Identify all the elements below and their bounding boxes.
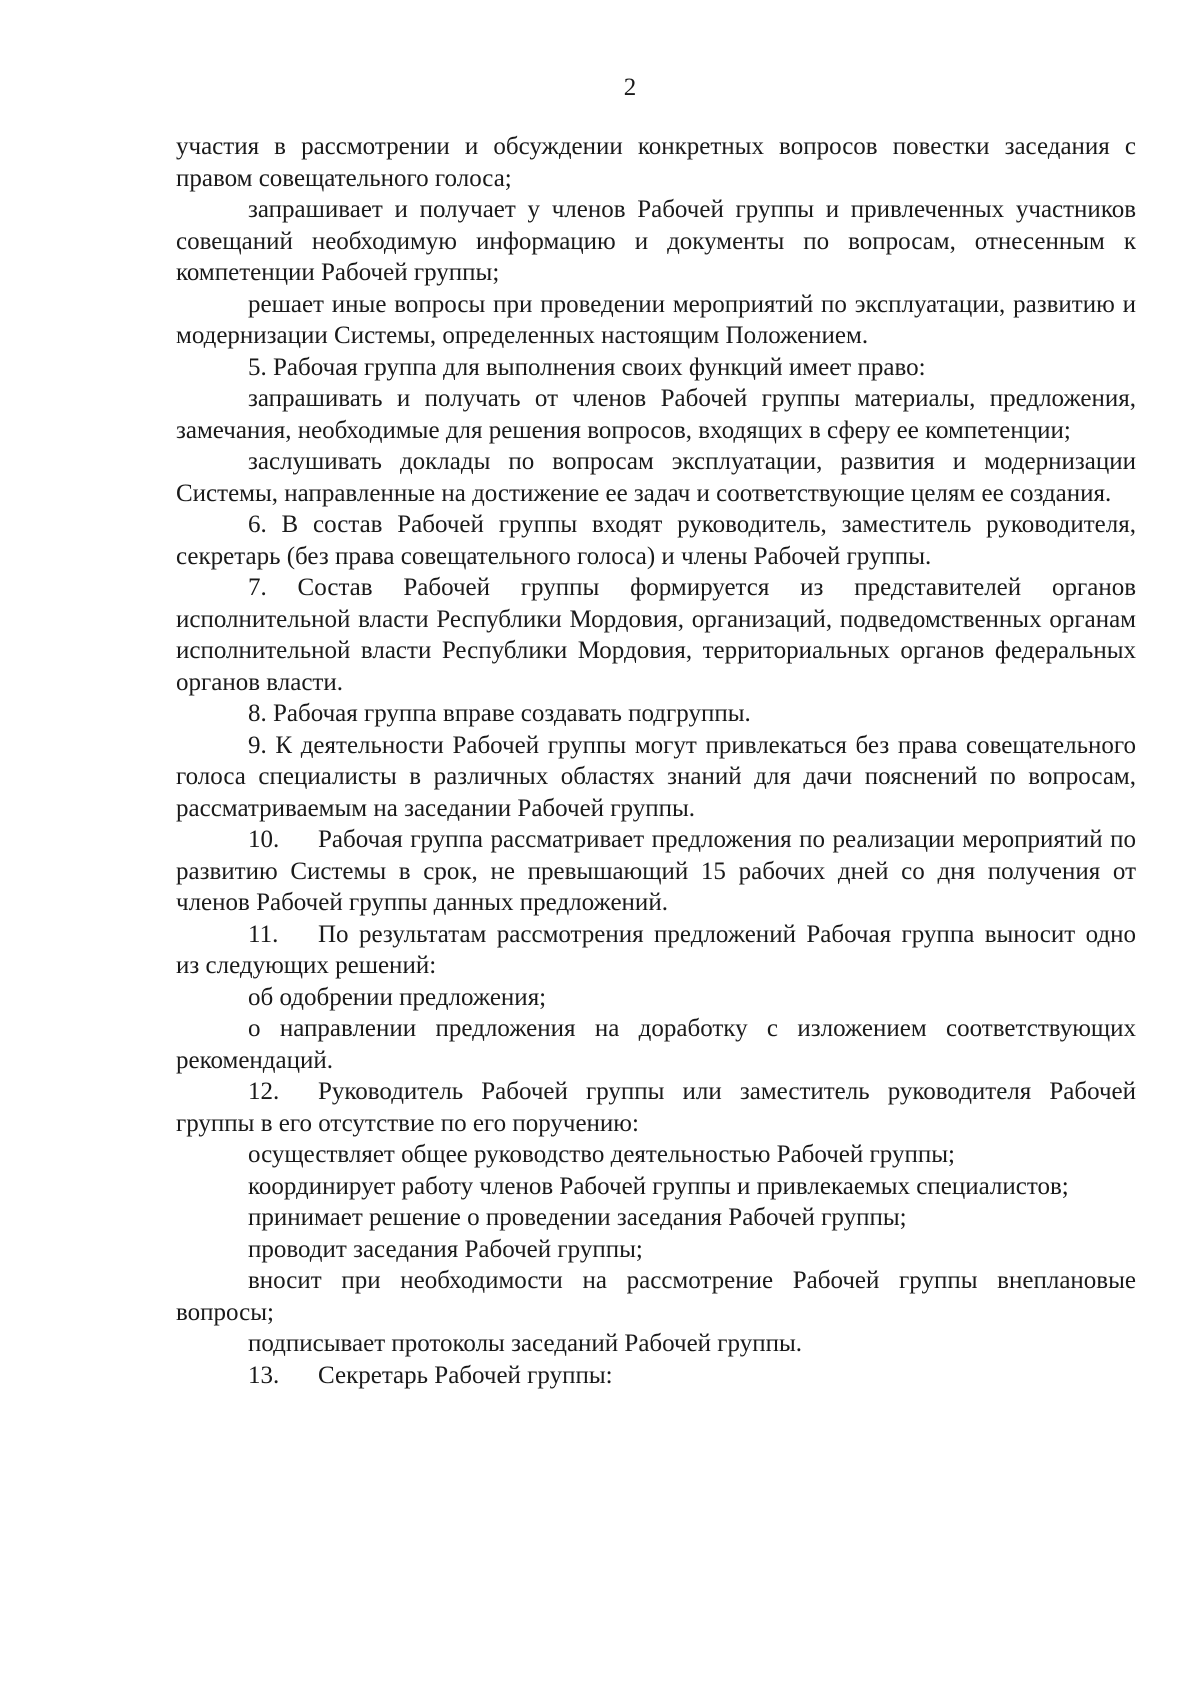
- paragraph-request-materials: запрашивать и получать от членов Рабочей группы материалы, предложения, замечания, необходимые для решения вопросов, входящих в сферу ее компетенции;: [176, 385, 1136, 444]
- paragraph-other-issues: решает иные вопросы при проведении мероприятий по эксплуатации, развитию и модернизации Системы, определенных настоящим Положением.: [176, 290, 1136, 349]
- section-number: 12.: [248, 1078, 280, 1105]
- paragraph-section-11: [176, 919, 1136, 982]
- paragraph-text: Секретарь Рабочей группы:: [318, 1361, 613, 1389]
- section-number: 11.: [248, 920, 279, 948]
- paragraph-meeting-decision: принимает решение о проведении заседания Рабочей группы;: [248, 1204, 907, 1231]
- paragraph-unscheduled-issues: вносит при необходимости на рассмотрение Рабочей группы внеплановые вопросы;: [176, 1267, 1136, 1326]
- paragraph-text: Руководитель Рабочей группы или заместитель руководителя Рабочей группы в его отсутствие по его поручению:: [176, 1078, 1136, 1137]
- paragraph-section-6: 6. В состав Рабочей группы входят руководитель, заместитель руководителя, секретарь (без права совещательного голоса) и члены Рабочей группы.: [176, 511, 1136, 570]
- paragraph-text: По результатам рассмотрения предложений Рабочая группа выносит одно из следующих решений:: [176, 920, 1136, 979]
- page-number: 2: [623, 74, 637, 101]
- paragraph-section-8: 8. Рабочая группа вправе создавать подгруппы.: [248, 700, 751, 727]
- document-body: [176, 131, 1136, 1391]
- section-number: 13.: [248, 1361, 280, 1389]
- paragraph-sign-protocols: подписывает протоколы заседаний Рабочей группы.: [248, 1330, 803, 1357]
- paragraph-hear-reports: заслушивать доклады по вопросам эксплуатации, развития и модернизации Системы, направленные на достижение ее задач и соответствующие целям ее создания.: [176, 448, 1136, 507]
- paragraph-request-information: запрашивает и получает у членов Рабочей группы и привлеченных участников совещаний необходимую информацию и документы по вопросам, отнесенным к компетенции Рабочей группы;: [176, 196, 1136, 286]
- paragraph-revision: о направлении предложения на доработку с изложением соответствующих рекомендаций.: [176, 1015, 1136, 1074]
- paragraph-section-10: [176, 824, 1136, 919]
- paragraph-coordination: координирует работу членов Рабочей группы и привлекаемых специалистов;: [248, 1172, 1069, 1200]
- paragraph-section-7: 7. Состав Рабочей группы формируется из представителей органов исполнительной власти Республики Мордовия, организаций, подведомственных органам исполнительной власти Республики Мордовия, территориальных органов федеральных органов власти.: [176, 574, 1136, 696]
- paragraph-section-12: [176, 1076, 1136, 1139]
- paragraph-general-management: осуществляет общее руководство деятельностью Рабочей группы;: [248, 1141, 955, 1168]
- section-number: 10.: [248, 826, 280, 853]
- paragraph-section-13: [176, 1360, 1136, 1392]
- paragraph-continuation: участия в рассмотрении и обсуждении конкретных вопросов повестки заседания с правом совещательного голоса;: [176, 133, 1136, 192]
- paragraph-conduct-meetings: проводит заседания Рабочей группы;: [248, 1235, 643, 1263]
- paragraph-approval: об одобрении предложения;: [248, 983, 547, 1011]
- paragraph-text: Рабочая группа рассматривает предложения по реализации мероприятий по развитию Системы в срок, не превышающий 15 рабочих дней со дня получения от членов Рабочей группы данных предложений.: [176, 826, 1136, 916]
- paragraph-section-5: 5. Рабочая группа для выполнения своих функций имеет право:: [248, 353, 926, 381]
- paragraph-section-9: 9. К деятельности Рабочей группы могут привлекаться без права совещательного голоса специалисты в различных областях знаний для дачи пояснений по вопросам, рассматриваемым на заседании Рабочей группы.: [176, 731, 1136, 822]
